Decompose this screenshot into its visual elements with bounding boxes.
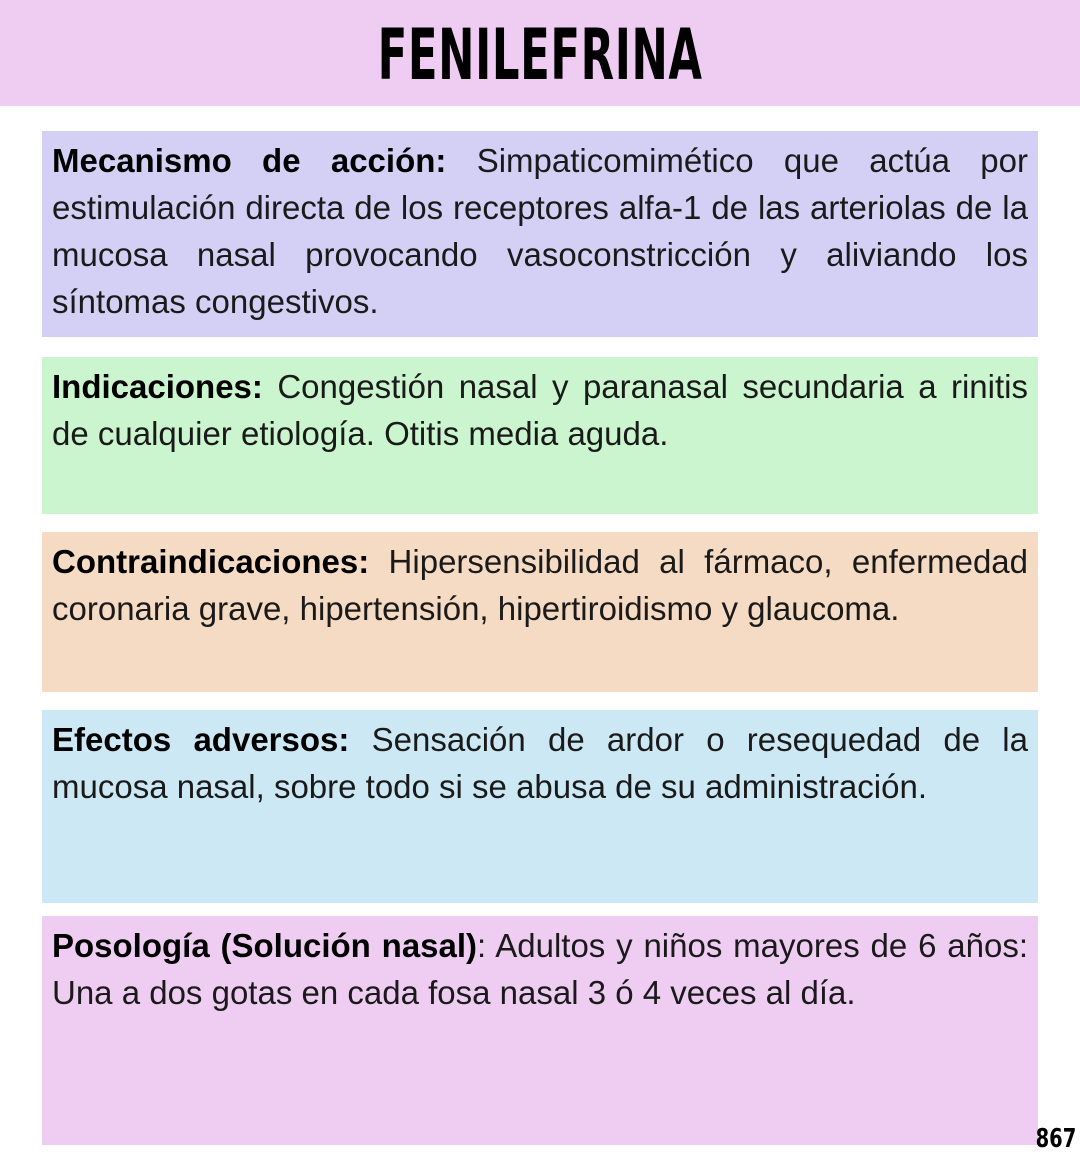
section-label: Mecanismo de acción: xyxy=(52,142,447,179)
section-text: Sensación de ardor o resequedad de la mucosa nasal, sobre todo si se abusa de su administración. xyxy=(52,721,1028,805)
section-adverse-effects xyxy=(42,710,1038,903)
section-label: Contraindicaciones: xyxy=(52,543,370,580)
section-mechanism xyxy=(42,131,1038,337)
section-label: Efectos adversos: xyxy=(52,721,350,758)
section-text: Simpaticomimético que actúa por estimulación directa de los receptores alfa-1 de las arteriolas de la mucosa nasal provocando vasoconstricción y aliviando los síntomas congestivos. xyxy=(52,142,1029,320)
section-dosage xyxy=(42,916,1038,1145)
section-label: Posología (Solución nasal) xyxy=(52,927,478,964)
page-number: 867 xyxy=(1035,1124,1076,1154)
page-title: FENILEFRINA xyxy=(377,14,703,96)
section-text: : Adultos y niños mayores de 6 años: Una a dos gotas en cada fosa nasal 3 ó 4 veces al día. xyxy=(52,927,1029,1011)
title-banner xyxy=(0,0,1080,106)
section-text: Hipersensibilidad al fármaco, enfermedad coronaria grave, hipertensión, hipertiroidismo y glaucoma. xyxy=(52,543,1028,627)
section-contraindications xyxy=(42,532,1038,692)
section-label: Indicaciones: xyxy=(52,368,263,405)
section-indications xyxy=(42,357,1038,514)
section-text: Congestión nasal y paranasal secundaria a rinitis de cualquier etiología. Otitis media aguda. xyxy=(52,368,1028,452)
